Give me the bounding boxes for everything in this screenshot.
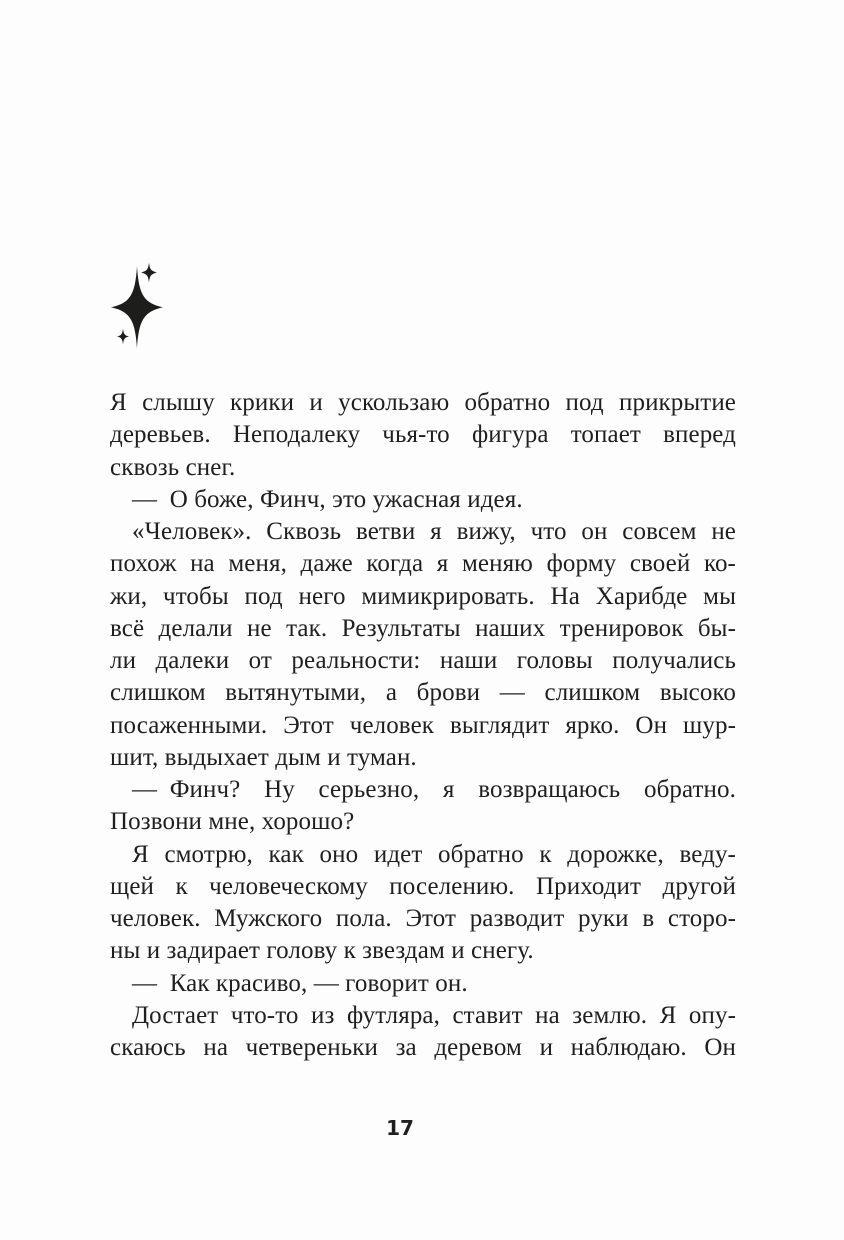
- text-line: — О боже, Финч, это ужасная идея.: [132, 485, 523, 513]
- text-line: скаюсь на четвереньки за деревом и наблюдаю. Он: [110, 1034, 736, 1061]
- text-line: — Как красиво, — говорит он.: [132, 969, 468, 997]
- sparkle-tiny-icon: [117, 329, 129, 345]
- text-line: Я смотрю, как оно идет обратно к дорожке, веду-: [132, 840, 736, 868]
- text-line: похож на меня, даже когда я меняю форму своей ко-: [110, 550, 736, 578]
- text-line: шит, выдыхает дым и туман.: [110, 743, 417, 771]
- page-text: [110, 387, 736, 1064]
- sparkles-ornament: [95, 250, 185, 362]
- text-line: сквозь снег.: [110, 453, 236, 481]
- text-line: жи, чтобы под него мимикрировать. На Харибде мы: [110, 582, 736, 610]
- page-number: 17: [386, 1116, 414, 1140]
- text-line: Я слышу крики и ускользаю обратно под прикрытие: [110, 389, 736, 416]
- text-line: слишком вытянутыми, а брови — слишком высоко: [110, 679, 736, 707]
- text-line: человек. Мужского пола. Этот разводит руки в сторо-: [110, 905, 736, 932]
- text-line: Позвони мне, хорошо?: [110, 808, 355, 836]
- text-line: — Финч? Ну серьезно, я возвращаюсь обратно.: [132, 776, 736, 803]
- text-line: деревьев. Неподалеку чья-то фигура топает вперед: [110, 421, 736, 449]
- text-line: «Человек». Сквозь ветви я вижу, что он совсем не: [132, 518, 736, 545]
- text-line: ли далеки от реальности: наши головы получались: [110, 647, 736, 674]
- text-line: всё делали не так. Результаты наших тренировок бы-: [110, 614, 736, 642]
- text-line: посаженными. Этот человек выглядит ярко. Он шур-: [110, 711, 736, 739]
- sparkle-small-icon: [141, 263, 157, 283]
- text-line: ны и задирает голову к звездам и снегу.: [110, 937, 534, 965]
- text-line: щей к человеческому поселению. Приходит другой: [110, 872, 736, 900]
- text-line: Достает что-то из футляра, ставит на землю. Я опу-: [132, 1001, 736, 1029]
